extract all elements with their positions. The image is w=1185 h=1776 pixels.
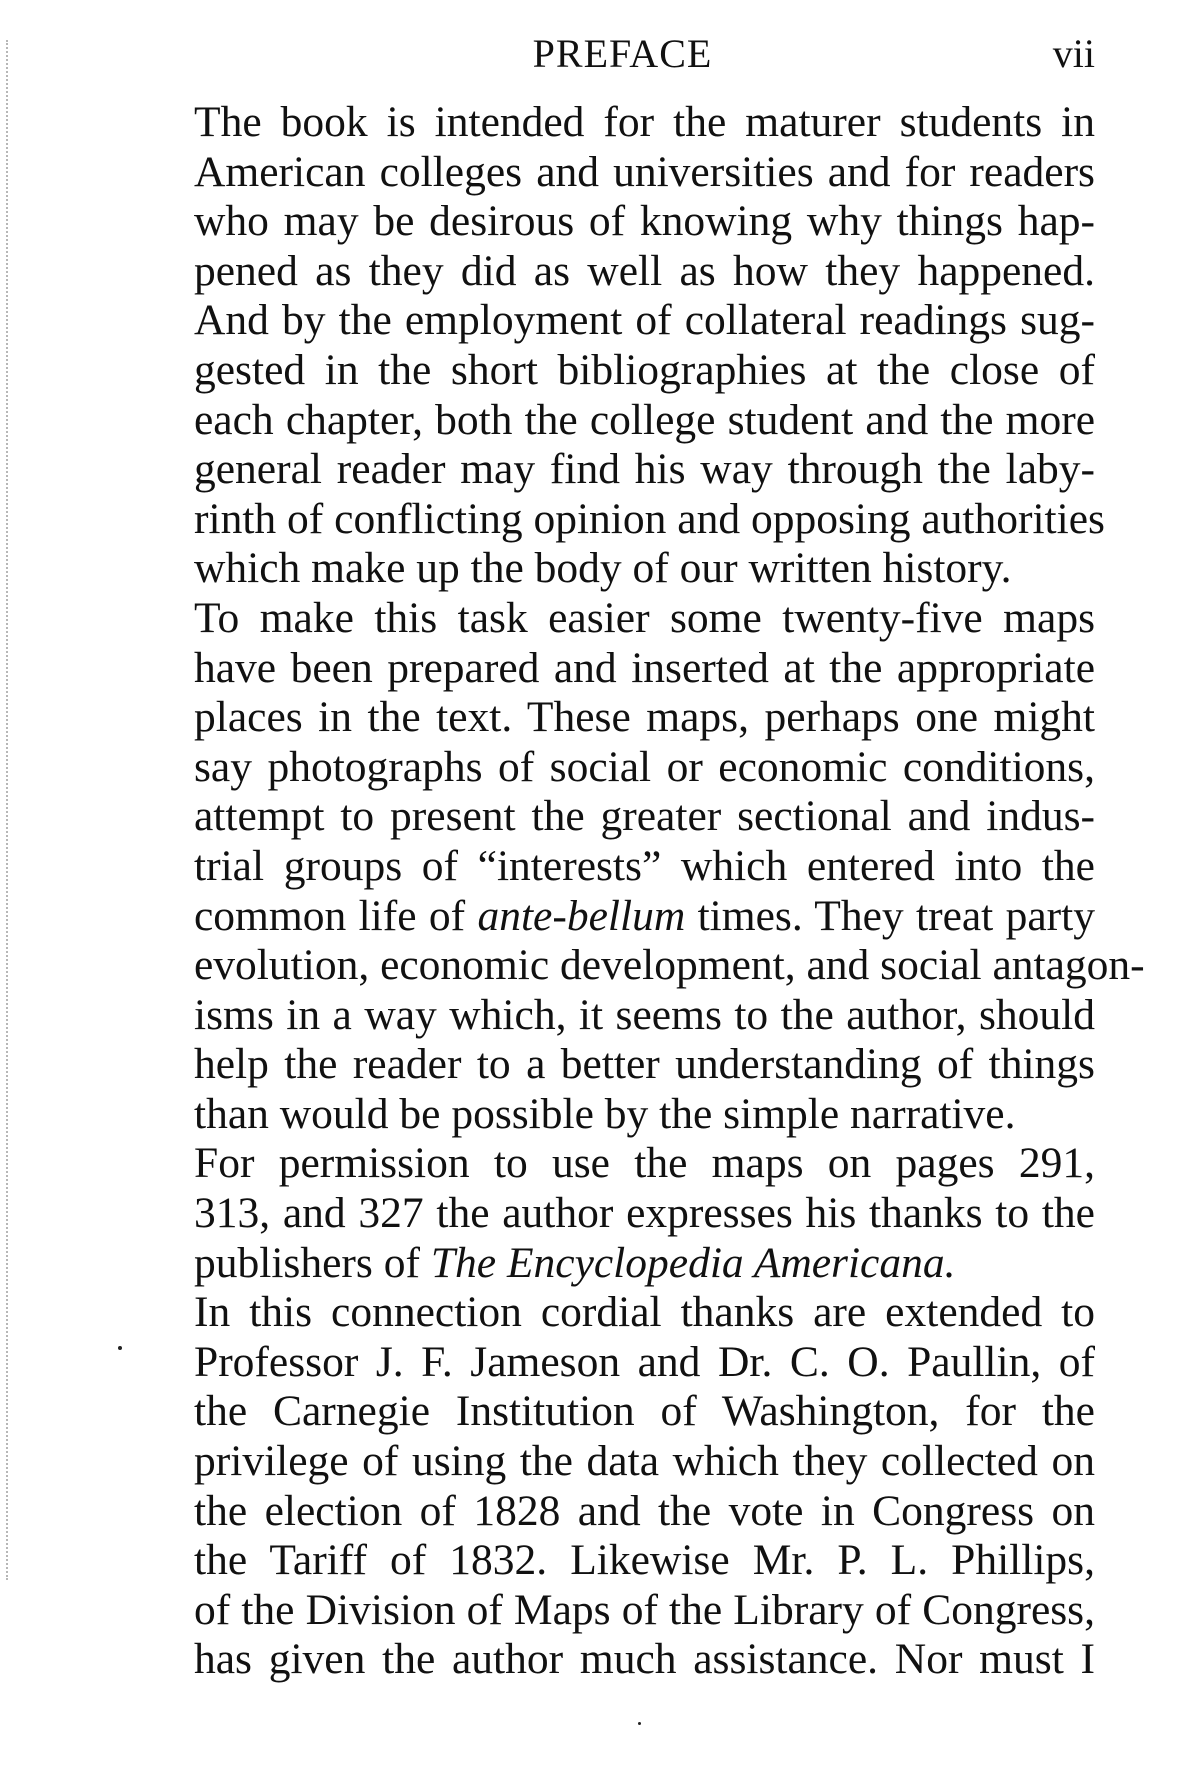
- running-head: PREFACE: [532, 31, 713, 76]
- paragraph-1: [150, 98, 1105, 594]
- text-line: of the Division of Maps of the Library of Congress,: [194, 1585, 1095, 1634]
- text-line: evolution, economic development, and social antagon-: [194, 941, 1145, 990]
- italic-title: The Encyclopedia Americana.: [430, 1238, 956, 1287]
- text-line: privilege of using the data which they collected on: [194, 1437, 1095, 1486]
- text-line: the Tariff of 1832. Likewise Mr. P. L. Phillips,: [194, 1536, 1095, 1585]
- page-header: [150, 22, 1095, 82]
- text-line: who may be desirous of knowing why things hap-: [194, 197, 1095, 246]
- print-speck: [638, 1722, 641, 1725]
- text-line: And by the employment of collateral readings sug-: [194, 296, 1095, 345]
- paragraph-2: [150, 593, 1145, 1140]
- text-line: general reader may find his way through the laby-: [194, 445, 1095, 494]
- text-line: the Carnegie Institution of Washington, for the: [194, 1387, 1095, 1436]
- text-line: have been prepared and inserted at the appropriate: [194, 643, 1095, 692]
- paragraph-4: [150, 1288, 1095, 1685]
- text-line: The book is intended for the maturer students in: [194, 98, 1095, 146]
- text-line: To make this task easier some twenty-five maps: [194, 593, 1095, 642]
- text-line: American colleges and universities and for readers: [194, 147, 1095, 196]
- text-line: 313, and 327 the author expresses his thanks to the: [194, 1189, 1095, 1238]
- text-line: has given the author much assistance. Nor must I: [194, 1635, 1095, 1684]
- preface-body: [150, 98, 1145, 1685]
- text-line: help the reader to a better understanding of things: [194, 1040, 1095, 1089]
- paragraph-3: [150, 1139, 1095, 1288]
- text-line: [150, 1239, 1095, 1289]
- text-run: times. They treat party: [685, 891, 1095, 940]
- print-speck: [118, 1346, 122, 1350]
- text-line: trial groups of “interests” which entered into the: [194, 841, 1095, 890]
- text-run: common life of: [194, 891, 478, 940]
- text-line: isms in a way which, it seems to the author, should: [194, 990, 1095, 1039]
- text-line: say photographs of social or economic conditions,: [194, 742, 1095, 791]
- text-line: pened as they did as well as how they happened.: [194, 246, 1095, 295]
- text-line: For permission to use the maps on pages 291,: [194, 1139, 1095, 1188]
- text-line: places in the text. These maps, perhaps one might: [194, 693, 1095, 742]
- page-number: vii: [1052, 31, 1095, 76]
- text-line: attempt to present the greater sectional and indus-: [194, 792, 1095, 841]
- text-line: Professor J. F. Jameson and Dr. C. O. Paullin, of: [194, 1337, 1095, 1386]
- text-line: which make up the body of our written history.: [194, 544, 1012, 593]
- italic-term: ante-bellum: [477, 891, 686, 940]
- text-line: gested in the short bibliographies at the close of: [194, 345, 1095, 394]
- binding-gutter: [6, 40, 11, 1580]
- text-line: than would be possible by the simple narrative.: [194, 1089, 1016, 1138]
- text-line: In this connection cordial thanks are extended to: [194, 1288, 1095, 1337]
- text-run: publishers of: [194, 1238, 431, 1287]
- text-line: rinth of conflicting opinion and opposing authorities: [194, 494, 1105, 543]
- text-line: the election of 1828 and the vote in Congress on: [194, 1486, 1095, 1535]
- text-line: each chapter, both the college student and the more: [194, 395, 1095, 444]
- text-line: [150, 892, 1095, 942]
